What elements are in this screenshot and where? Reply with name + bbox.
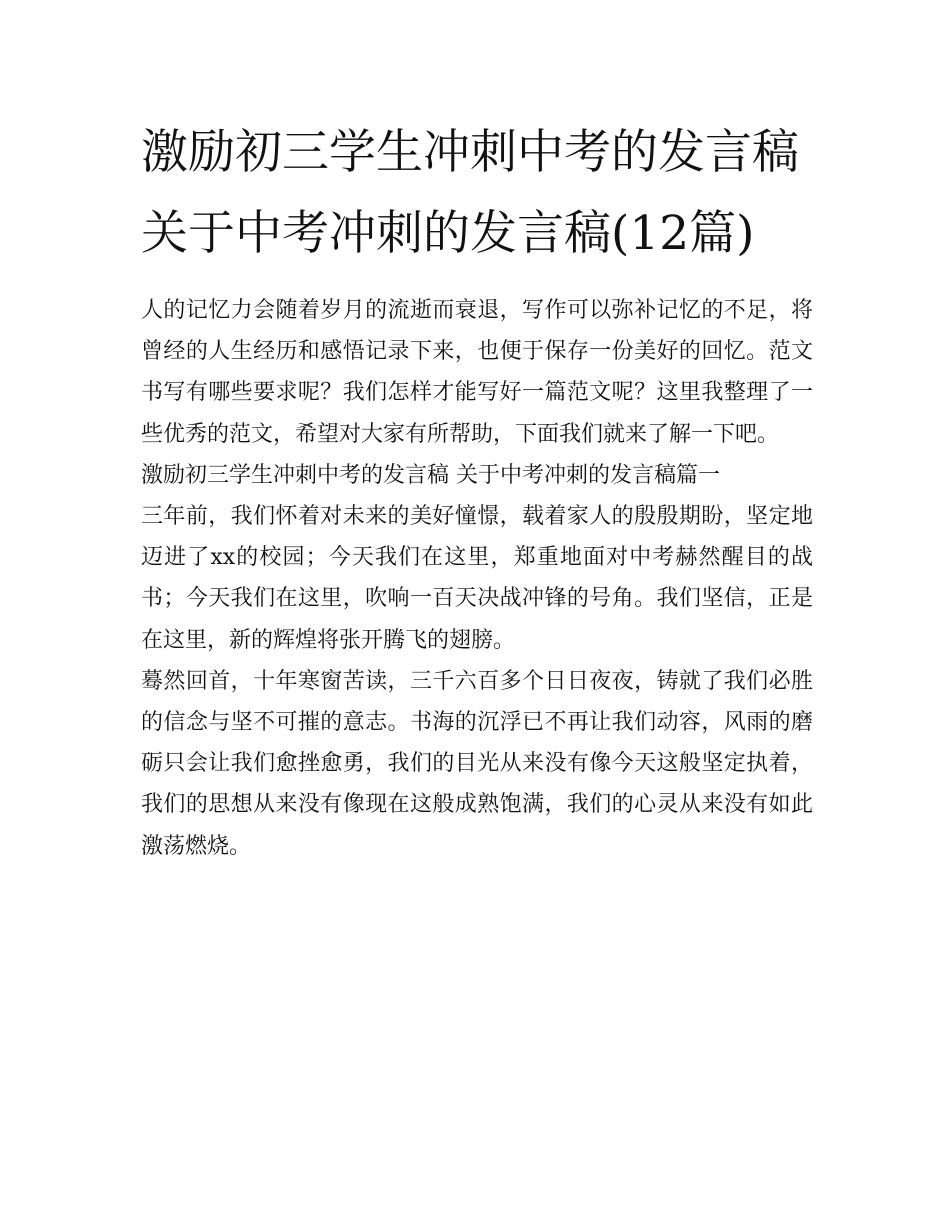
body-paragraph-2: 蓦然回首，十年寒窗苦读，三千六百多个日日夜夜，铸就了我们必胜的信念与坚不可摧的意志。书海的沉浮已不再让我们动容，风雨的磨砺只会让我们愈挫愈勇，我们的目光从来没有像今天这般坚定执着，我们的思想从来没有像现在这般成熟饱满，我们的心灵从来没有如此激荡燃烧。 — [141, 668, 813, 859]
intro-paragraph: 人的记忆力会随着岁月的流逝而衰退，写作可以弥补记忆的不足，将曾经的人生经历和感悟记录下来，也便于保存一份美好的回忆。范文书写有哪些要求呢？我们怎样才能写好一篇范文呢？这里我整理了一些优秀的范文，希望对大家有所帮助，下面我们就来了解一下吧。 — [141, 298, 813, 447]
document-title: 激励初三学生冲刺中考的发言稿 关于中考冲刺的发言稿(12篇) — [141, 125, 799, 261]
section-heading: 激励初三学生冲刺中考的发言稿 关于中考冲刺的发言稿篇一 — [141, 462, 720, 488]
document-page — [141, 112, 813, 867]
body-paragraph-1: 三年前，我们怀着对未来的美好憧憬，载着家人的殷殷期盼，坚定地迈进了xx的校园；今天我们在这里，郑重地面对中考赫然醒目的战书；今天我们在这里，吹响一百天决战冲锋的号角。我们坚信，正是在这里，新的辉煌将张开腾飞的翅膀。 — [141, 504, 813, 653]
